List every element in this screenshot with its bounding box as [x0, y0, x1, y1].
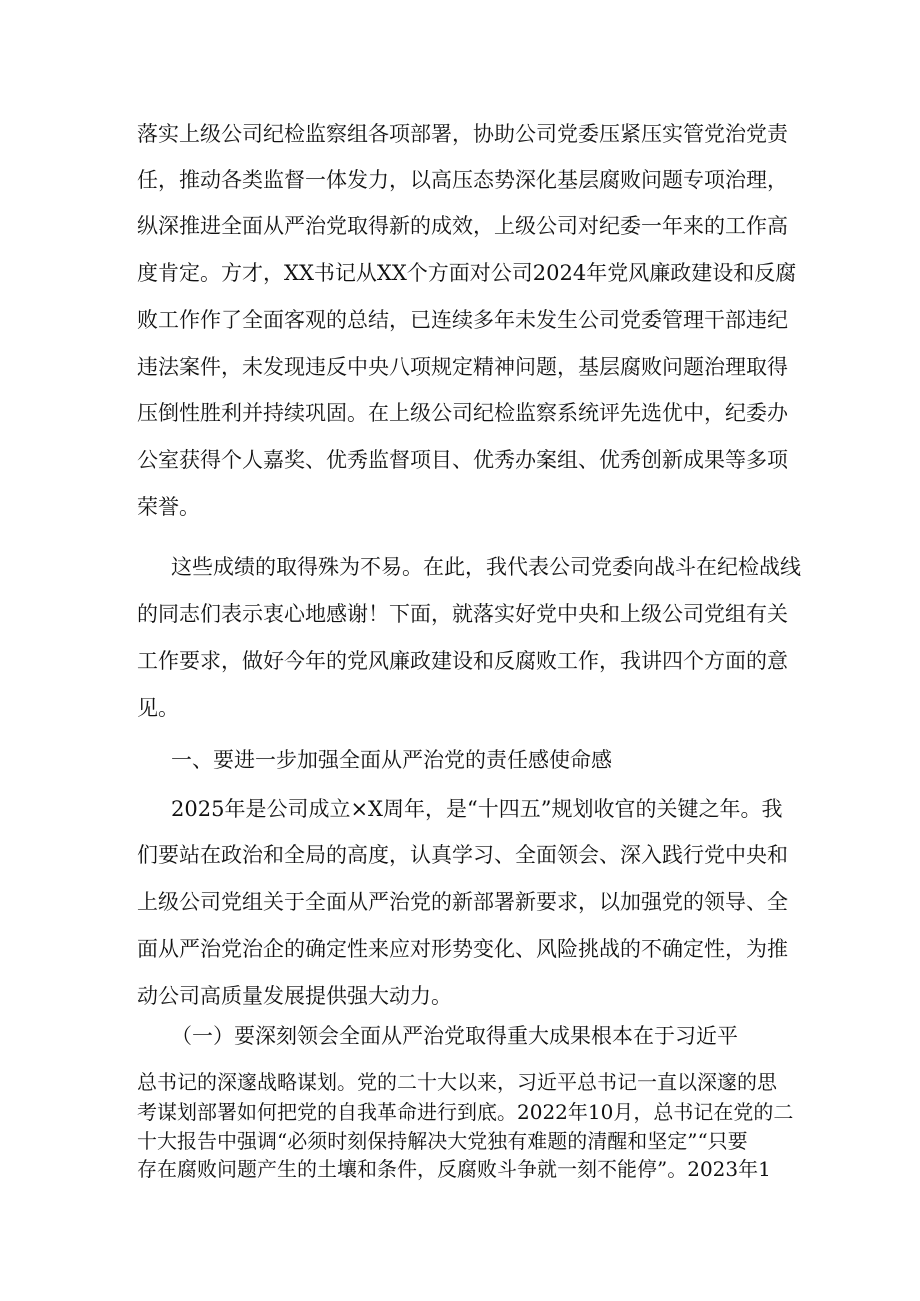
text-line: 考谋划部署如何把党的自我革命进行到底。2022年10月，总书记在党的二	[137, 1100, 794, 1124]
text-line: 动公司高质量发展提供强大动力。	[137, 984, 452, 1008]
text-line: 上级公司党组关于全面从严治党的新部署新要求，以加强党的领导、全	[137, 890, 788, 914]
text-line: 总书记的深邃战略谋划。党的二十大以来，习近平总书记一直以深邃的思	[137, 1070, 777, 1094]
text-line: 工作要求，做好今年的党风廉政建设和反腐败工作，我讲四个方面的意	[137, 649, 788, 673]
text-line: 荣誉。	[137, 495, 200, 519]
section-heading: 一、要进一步加强全面从严治党的责任感使命感	[171, 748, 612, 772]
text-line: 存在腐败问题产生的土壤和条件，反腐败斗争就一刻不能停”。2023年1	[137, 1157, 771, 1181]
text-line: 纵深推进全面从严治党取得新的成效，上级公司对纪委一年来的工作高	[137, 214, 788, 238]
text-line: 见。	[137, 696, 179, 720]
paragraph-first-line: 2025年是公司成立×X周年，是“十四五”规划收官的关键之年。我	[171, 797, 783, 821]
text-line: 们要站在政治和全局的高度，认真学习、全面领会、深入践行党中央和	[137, 843, 788, 867]
text-line: 违法案件，未发现违反中央八项规定精神问题，基层腐败问题治理取得	[137, 355, 788, 379]
text-line: 任，推动各类监督一体发力，以高压态势深化基层腐败问题专项治理，	[137, 168, 788, 192]
text-line: 十大报告中强调“必须时刻保持解决大党独有难题的清醒和坚定”“只要	[137, 1129, 748, 1153]
subsection-heading: （一）要深刻领会全面从严治党取得重大成果根本在于习近平	[171, 1024, 738, 1048]
text-line: 落实上级公司纪检监察组各项部署，协助公司党委压紧压实管党治党责	[137, 122, 788, 146]
text-line: 压倒性胜利并持续巩固。在上级公司纪检监察系统评先选优中，纪委办	[137, 401, 788, 425]
text-line: 的同志们表示衷心地感谢！下面，就落实好党中央和上级公司党组有关	[137, 602, 788, 626]
text-line: 败工作作了全面客观的总结，已连续多年未发生公司党委管理干部违纪	[137, 308, 788, 332]
text-line: 度肯定。方才，XX书记从XX个方面对公司2024年党风廉政建设和反腐	[137, 261, 797, 285]
paragraph-first-line: 这些成绩的取得殊为不易。在此，我代表公司党委向战斗在纪检战线	[171, 555, 801, 579]
text-line: 公室获得个人嘉奖、优秀监督项目、优秀办案组、优秀创新成果等多项	[137, 448, 788, 472]
text-line: 面从严治党治企的确定性来应对形势变化、风险挑战的不确定性，为推	[137, 937, 788, 961]
